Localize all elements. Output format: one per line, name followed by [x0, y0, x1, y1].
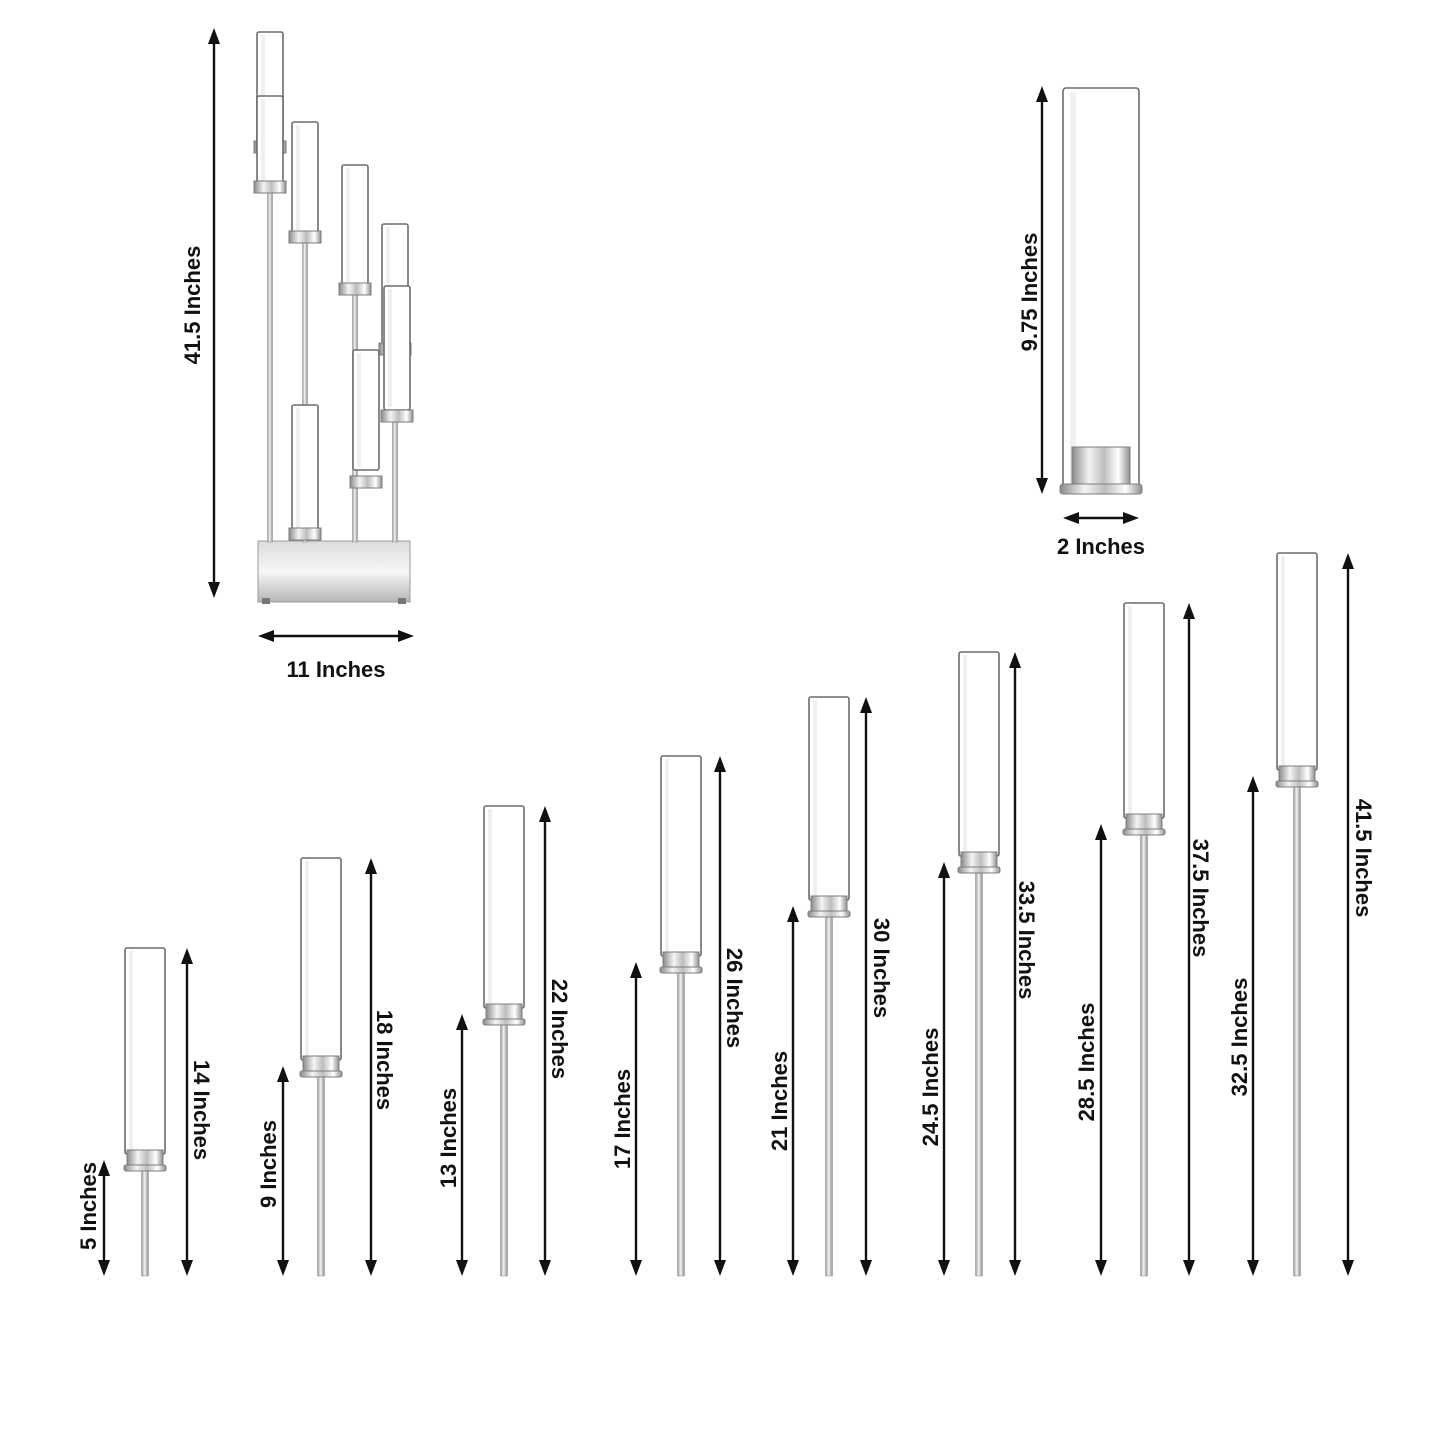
glass-tube-highlight [296, 408, 300, 530]
base-foot [262, 598, 270, 604]
arrow-head-down [365, 1260, 377, 1276]
arrow-head-up [860, 697, 872, 713]
glass-tube [1124, 603, 1164, 818]
glass-tube [959, 652, 999, 856]
glass-tube-highlight [346, 168, 350, 282]
candle-cup [303, 1056, 339, 1072]
candelabra-rod [268, 150, 273, 542]
glass-tube-highlight [488, 809, 492, 1005]
glass-tube-highlight [813, 700, 817, 897]
candle-holder-3 [483, 806, 525, 1276]
dimension-arrows [98, 28, 1354, 1276]
holder-8-stem-label: 32.5 Inches [1227, 977, 1252, 1097]
holder-rod [976, 872, 983, 1276]
arrow-head-down [714, 1260, 726, 1276]
holder-5-stem-label: 21 Inches [767, 1050, 792, 1152]
cup-rim [124, 1165, 166, 1171]
main-width-arrow [258, 630, 414, 642]
arrow-head-down [277, 1260, 289, 1276]
glass-tube-highlight [1128, 606, 1132, 815]
holder-3-stem-label: 13 Inches [436, 1087, 461, 1189]
glass-tube [484, 806, 524, 1008]
arrow-head-down [630, 1260, 642, 1276]
arrow-head-left [1063, 512, 1079, 524]
glass-tube [809, 697, 849, 900]
holder-rod [142, 1170, 149, 1276]
arrow-head-right [1123, 512, 1139, 524]
arrow-head-up [181, 948, 193, 964]
glass-tube-highlight [261, 99, 265, 183]
glass-tube [661, 756, 701, 956]
glass-tube-body [342, 165, 368, 285]
glass-tube [292, 122, 318, 234]
arrow-head-down [208, 582, 220, 598]
cup-rim [1276, 781, 1318, 787]
glass-tube-highlight [296, 125, 300, 231]
arrow-head-up [630, 962, 642, 978]
holder-4-total-label: 26 Inches [722, 947, 747, 1049]
cup-rim [660, 967, 702, 973]
main-height-label: 41.5 Inches [180, 245, 205, 365]
cup-rim [300, 1071, 342, 1077]
arrow-head-up [1183, 603, 1195, 619]
glass-cylinder-detail [1060, 88, 1142, 494]
arrow-head-up [1036, 86, 1048, 102]
holder-3-total-label: 22 Inches [547, 978, 572, 1080]
holder-7-stem-label: 28.5 Inches [1074, 1002, 1099, 1122]
glass-tube [384, 286, 410, 410]
arrow-head-down [98, 1260, 110, 1276]
arrow-head-down [539, 1260, 551, 1276]
arrow-head-down [1342, 1260, 1354, 1276]
candle-cup [289, 231, 321, 243]
base-plate [258, 541, 410, 602]
holder-7-total-label: 37.5 Inches [1188, 838, 1213, 958]
arrow-head-down [181, 1260, 193, 1276]
glass-highlight [1070, 92, 1076, 484]
main-height-arrow [208, 28, 220, 598]
glass-tube-body [292, 405, 318, 533]
candle-cup [350, 476, 382, 488]
arrow-head-up [1009, 652, 1021, 668]
glass-tube [1277, 553, 1317, 770]
arrow-head-down [787, 1260, 799, 1276]
holder-rod [826, 916, 833, 1276]
candle-cup [1072, 447, 1130, 485]
glass-tube-highlight [305, 861, 309, 1057]
glass-tube-highlight [357, 353, 361, 467]
arrow-head-left [258, 630, 274, 642]
main-candelabra [254, 32, 413, 604]
candle-cup [289, 528, 321, 540]
holder-5-total-label: 30 Inches [869, 917, 894, 1019]
holder-2-total-label: 18 Inches [372, 1009, 397, 1111]
holder-4-stem-label: 17 Inches [610, 1068, 635, 1170]
arrow-head-up [1247, 776, 1259, 792]
glass-tube [257, 96, 283, 186]
candle-cup [254, 181, 286, 193]
glass-tube-highlight [129, 951, 133, 1151]
holder-rod [1294, 786, 1301, 1276]
candle-cup [663, 952, 699, 968]
cup-rim [483, 1019, 525, 1025]
arrow-head-right [398, 630, 414, 642]
candle-holder-8 [1276, 553, 1318, 1276]
cup-rim [958, 867, 1000, 873]
candle-cup [1279, 766, 1315, 782]
base-foot [398, 598, 406, 604]
holder-8-total-label: 41.5 Inches [1351, 798, 1376, 918]
candle-cup [127, 1150, 163, 1166]
candle-cup [1126, 814, 1162, 830]
holder-rod [678, 972, 685, 1276]
candle-cup [486, 1004, 522, 1020]
arrow-head-down [860, 1260, 872, 1276]
cup-rim [1060, 484, 1142, 494]
arrow-head-up [1342, 553, 1354, 569]
glass-tube-highlight [388, 289, 392, 407]
arrow-head-up [938, 862, 950, 878]
glass-tube-highlight [665, 759, 669, 953]
candle-holder-7 [1123, 603, 1165, 1276]
candle-cup [381, 410, 413, 422]
candle-cup [339, 283, 371, 295]
glass-tube-highlight [963, 655, 967, 853]
holder-6-stem-label: 24.5 Inches [918, 1027, 943, 1147]
glass-tube-body [353, 350, 379, 470]
glass-tube [342, 165, 368, 285]
glass-tube [125, 948, 165, 1154]
candle-cup [811, 896, 847, 912]
glass-tube-body [384, 286, 410, 410]
arrow-head-up [365, 858, 377, 874]
arrow-head-up [208, 28, 220, 44]
holder-2-stem-label: 9 Inches [256, 1119, 281, 1209]
arrow-head-up [539, 806, 551, 822]
glass-tube [353, 350, 379, 470]
holder-rod [318, 1076, 325, 1276]
glass-tube-body [292, 122, 318, 234]
holder-rod [501, 1024, 508, 1276]
candle-holder-2 [300, 858, 342, 1276]
candle-cup [961, 852, 997, 868]
arrow-head-up [456, 1014, 468, 1030]
arrow-head-down [1247, 1260, 1259, 1276]
holder-1-stem-label: 5 Inches [76, 1161, 101, 1251]
arrow-head-down [456, 1260, 468, 1276]
main-width-label: 11 Inches [286, 657, 386, 682]
glass-tube [301, 858, 341, 1060]
holder-1-total-label: 14 Inches [189, 1059, 214, 1161]
candle-holder-5 [808, 697, 850, 1276]
candle-holder-1 [124, 948, 166, 1276]
arrow-head-up [277, 1066, 289, 1082]
candle-holder-6 [958, 652, 1000, 1276]
holder-6-total-label: 33.5 Inches [1014, 880, 1039, 1000]
arrow-head-down [1036, 478, 1048, 494]
holder-rod [1141, 834, 1148, 1276]
arrow-head-up [787, 906, 799, 922]
arrow-head-down [1183, 1260, 1195, 1276]
cylinder-diameter-arrow [1063, 512, 1139, 524]
arrow-head-up [714, 756, 726, 772]
glass-tube [292, 405, 318, 533]
cup-rim [1123, 829, 1165, 835]
cylinder-diameter-label: 2 Inches [1056, 534, 1146, 559]
arrow-head-down [938, 1260, 950, 1276]
arrow-head-up [1095, 824, 1107, 840]
cylinder-height-label: 9.75 Inches [1017, 232, 1042, 352]
arrow-head-down [1095, 1260, 1107, 1276]
arrow-head-down [1009, 1260, 1021, 1276]
candle-holder-4 [660, 756, 702, 1276]
cup-rim [808, 911, 850, 917]
glass-tube-body [257, 96, 283, 186]
glass-tube-highlight [1281, 556, 1285, 767]
